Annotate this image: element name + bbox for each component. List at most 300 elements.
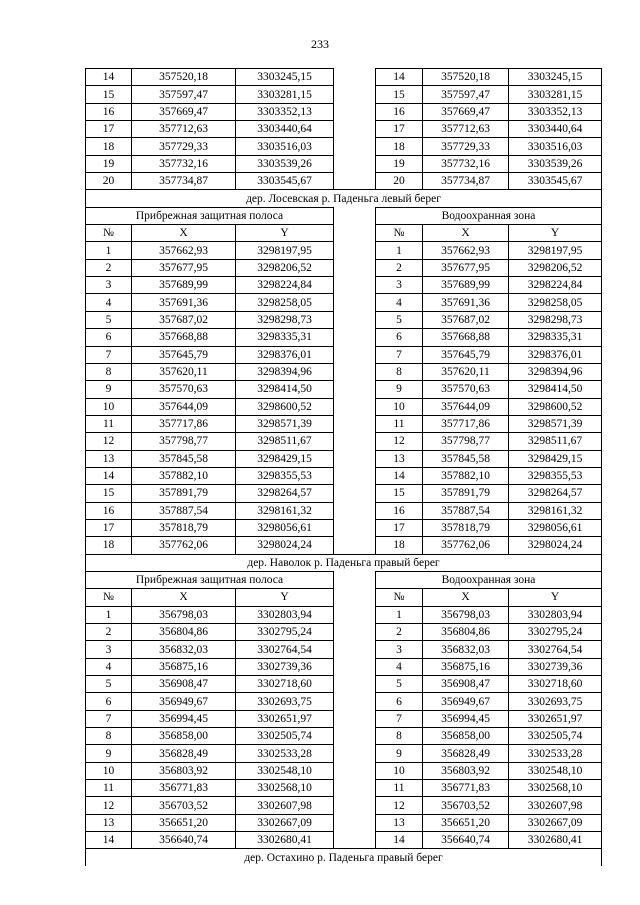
section-title-row	[86, 190, 602, 207]
cell-left-y: 3298298,73	[236, 311, 334, 328]
cell-left-num: 2	[86, 624, 132, 641]
cell-left-x: 357691,36	[132, 294, 236, 311]
cell-left-num: 6	[86, 329, 132, 346]
header-right-x: X	[423, 589, 509, 606]
cell-right-x: 356804,86	[423, 624, 509, 641]
cell-right-y: 3303545,67	[509, 173, 602, 190]
cell-right-x: 356949,67	[423, 693, 509, 710]
section-title: дер. Остахино р. Паденьга правый берег	[86, 849, 602, 866]
cell-right-y: 3303245,15	[509, 69, 602, 86]
column-gap	[334, 433, 376, 450]
header-left-num: №	[86, 589, 132, 606]
cell-right-y: 3302505,74	[509, 728, 602, 745]
cell-left-y: 3302505,74	[236, 728, 334, 745]
table-row	[86, 814, 602, 831]
cell-right-y: 3303352,13	[509, 103, 602, 120]
table-row	[86, 624, 602, 641]
column-gap	[334, 780, 376, 797]
cell-left-x: 357798,77	[132, 433, 236, 450]
cell-right-y: 3298206,52	[509, 259, 602, 276]
page-number: 233	[311, 37, 329, 51]
cell-left-num: 10	[86, 398, 132, 415]
table-row	[86, 728, 602, 745]
cell-right-y: 3302533,28	[509, 745, 602, 762]
cell-right-num: 10	[376, 398, 423, 415]
cell-left-num: 20	[86, 173, 132, 190]
column-gap	[334, 363, 376, 380]
cell-right-x: 357762,06	[423, 537, 509, 554]
column-gap	[334, 814, 376, 831]
cell-left-x: 356908,47	[132, 676, 236, 693]
left-subtitle: Прибрежная защитная полоса	[86, 207, 334, 224]
cell-right-y: 3298429,15	[509, 450, 602, 467]
cell-left-y: 3302718,60	[236, 676, 334, 693]
cell-left-y: 3302568,10	[236, 780, 334, 797]
cell-left-x: 357882,10	[132, 467, 236, 484]
cell-left-x: 357887,54	[132, 502, 236, 519]
cell-right-num: 17	[376, 519, 423, 536]
cell-right-x: 356994,45	[423, 710, 509, 727]
cell-left-y: 3302548,10	[236, 762, 334, 779]
table-row	[86, 277, 602, 294]
cell-left-y: 3298024,24	[236, 537, 334, 554]
cell-left-x: 356858,00	[132, 728, 236, 745]
cell-right-num: 8	[376, 728, 423, 745]
cell-left-x: 356994,45	[132, 710, 236, 727]
column-gap	[334, 415, 376, 432]
cell-right-num: 2	[376, 259, 423, 276]
cell-right-y: 3298414,50	[509, 381, 602, 398]
cell-left-num: 6	[86, 693, 132, 710]
cell-right-y: 3298298,73	[509, 311, 602, 328]
column-gap	[334, 155, 376, 172]
table-row	[86, 641, 602, 658]
cell-right-x: 357717,86	[423, 415, 509, 432]
cell-left-y: 3298376,01	[236, 346, 334, 363]
cell-left-x: 356875,16	[132, 658, 236, 675]
cell-left-x: 357729,33	[132, 138, 236, 155]
cell-right-y: 3302568,10	[509, 780, 602, 797]
coordinates-table-body	[86, 69, 602, 866]
cell-right-x: 357644,09	[423, 398, 509, 415]
cell-right-num: 12	[376, 797, 423, 814]
table-row	[86, 363, 602, 380]
cell-right-num: 6	[376, 329, 423, 346]
cell-right-y: 3302718,60	[509, 676, 602, 693]
cell-right-num: 1	[376, 242, 423, 259]
cell-left-y: 3302739,36	[236, 658, 334, 675]
column-gap	[334, 225, 376, 242]
cell-left-num: 5	[86, 676, 132, 693]
cell-left-num: 8	[86, 728, 132, 745]
cell-right-num: 18	[376, 537, 423, 554]
right-subtitle: Водоохранная зона	[376, 571, 602, 588]
cell-left-x: 357891,79	[132, 485, 236, 502]
column-gap	[334, 329, 376, 346]
cell-left-y: 3302651,97	[236, 710, 334, 727]
cell-left-y: 3298335,31	[236, 329, 334, 346]
cell-left-x: 356651,20	[132, 814, 236, 831]
cell-left-y: 3298414,50	[236, 381, 334, 398]
cell-left-x: 357644,09	[132, 398, 236, 415]
cell-left-num: 16	[86, 103, 132, 120]
table-row	[86, 537, 602, 554]
cell-right-y: 3303539,26	[509, 155, 602, 172]
cell-right-num: 16	[376, 103, 423, 120]
section-title: дер. Наволок р. Паденьга правый берег	[86, 554, 602, 571]
cell-right-y: 3298376,01	[509, 346, 602, 363]
cell-right-y: 3298056,61	[509, 519, 602, 536]
section-title-row	[86, 849, 602, 866]
cell-right-y: 3302795,24	[509, 624, 602, 641]
table-row	[86, 346, 602, 363]
cell-left-x: 357732,16	[132, 155, 236, 172]
cell-right-y: 3298355,53	[509, 467, 602, 484]
header-right-y: Y	[509, 225, 602, 242]
header-left-x: X	[132, 225, 236, 242]
cell-left-x: 357677,95	[132, 259, 236, 276]
table-row	[86, 398, 602, 415]
cell-right-x: 357887,54	[423, 502, 509, 519]
cell-right-num: 16	[376, 502, 423, 519]
cell-right-x: 357891,79	[423, 485, 509, 502]
cell-right-num: 1	[376, 606, 423, 623]
table-row	[86, 745, 602, 762]
table-row	[86, 797, 602, 814]
cell-right-y: 3298224,84	[509, 277, 602, 294]
cell-left-x: 357818,79	[132, 519, 236, 536]
cell-left-num: 9	[86, 745, 132, 762]
cell-right-y: 3298600,52	[509, 398, 602, 415]
cell-right-x: 356640,74	[423, 832, 509, 849]
cell-right-y: 3302693,75	[509, 693, 602, 710]
cell-left-y: 3298511,67	[236, 433, 334, 450]
cell-left-num: 8	[86, 363, 132, 380]
cell-left-num: 12	[86, 797, 132, 814]
cell-left-y: 3303281,15	[236, 86, 334, 103]
cell-right-num: 9	[376, 745, 423, 762]
column-gap	[334, 398, 376, 415]
cell-left-y: 3298394,96	[236, 363, 334, 380]
cell-right-y: 3298258,05	[509, 294, 602, 311]
cell-right-x: 357669,47	[423, 103, 509, 120]
cell-right-x: 356858,00	[423, 728, 509, 745]
cell-right-num: 14	[376, 467, 423, 484]
column-gap	[334, 571, 376, 588]
cell-left-y: 3302680,41	[236, 832, 334, 849]
cell-left-x: 356828,49	[132, 745, 236, 762]
cell-left-y: 3302667,09	[236, 814, 334, 831]
cell-left-y: 3302693,75	[236, 693, 334, 710]
table-row	[86, 103, 602, 120]
cell-left-num: 18	[86, 537, 132, 554]
cell-left-y: 3298206,52	[236, 259, 334, 276]
cell-right-num: 14	[376, 832, 423, 849]
column-gap	[334, 381, 376, 398]
column-gap	[334, 346, 376, 363]
cell-right-y: 3298511,67	[509, 433, 602, 450]
cell-right-y: 3298394,96	[509, 363, 602, 380]
cell-left-num: 12	[86, 433, 132, 450]
cell-right-x: 357845,58	[423, 450, 509, 467]
cell-right-y: 3298335,31	[509, 329, 602, 346]
cell-right-y: 3302607,98	[509, 797, 602, 814]
cell-left-y: 3302803,94	[236, 606, 334, 623]
cell-left-num: 14	[86, 69, 132, 86]
cell-right-num: 13	[376, 814, 423, 831]
cell-left-num: 5	[86, 311, 132, 328]
cell-left-y: 3298355,53	[236, 467, 334, 484]
column-gap	[334, 710, 376, 727]
cell-right-num: 17	[376, 121, 423, 138]
cell-left-x: 357687,02	[132, 311, 236, 328]
cell-right-num: 15	[376, 485, 423, 502]
cell-left-num: 2	[86, 259, 132, 276]
column-gap	[334, 641, 376, 658]
cell-left-num: 15	[86, 86, 132, 103]
cell-right-y: 3302680,41	[509, 832, 602, 849]
cell-left-x: 357668,88	[132, 329, 236, 346]
cell-left-x: 357762,06	[132, 537, 236, 554]
header-row	[86, 225, 602, 242]
header-right-num: №	[376, 589, 423, 606]
table-row	[86, 138, 602, 155]
cell-right-y: 3303281,15	[509, 86, 602, 103]
table-row	[86, 762, 602, 779]
cell-left-x: 356949,67	[132, 693, 236, 710]
cell-right-num: 4	[376, 658, 423, 675]
header-left-y: Y	[236, 225, 334, 242]
column-gap	[334, 121, 376, 138]
cell-left-x: 356832,03	[132, 641, 236, 658]
cell-left-num: 7	[86, 346, 132, 363]
cell-right-x: 356703,52	[423, 797, 509, 814]
cell-left-num: 13	[86, 814, 132, 831]
cell-left-num: 14	[86, 832, 132, 849]
cell-left-num: 9	[86, 381, 132, 398]
cell-right-y: 3298571,39	[509, 415, 602, 432]
column-gap	[334, 658, 376, 675]
column-gap	[334, 138, 376, 155]
cell-right-num: 20	[376, 173, 423, 190]
section-title-row	[86, 554, 602, 571]
column-gap	[334, 519, 376, 536]
column-gap	[334, 450, 376, 467]
cell-left-x: 357570,63	[132, 381, 236, 398]
cell-left-num: 17	[86, 121, 132, 138]
cell-left-num: 4	[86, 658, 132, 675]
cell-right-x: 356908,47	[423, 676, 509, 693]
cell-right-num: 11	[376, 780, 423, 797]
cell-left-num: 1	[86, 242, 132, 259]
cell-right-num: 4	[376, 294, 423, 311]
column-gap	[334, 728, 376, 745]
cell-left-num: 16	[86, 502, 132, 519]
column-gap	[334, 797, 376, 814]
cell-left-x: 357662,93	[132, 242, 236, 259]
cell-left-x: 356804,86	[132, 624, 236, 641]
cell-left-y: 3302607,98	[236, 797, 334, 814]
table-row	[86, 450, 602, 467]
cell-left-x: 356798,03	[132, 606, 236, 623]
cell-right-num: 8	[376, 363, 423, 380]
cell-right-num: 3	[376, 641, 423, 658]
cell-left-num: 3	[86, 641, 132, 658]
cell-left-y: 3303539,26	[236, 155, 334, 172]
cell-right-y: 3298024,24	[509, 537, 602, 554]
table-row	[86, 780, 602, 797]
cell-right-y: 3298161,32	[509, 502, 602, 519]
table-row	[86, 433, 602, 450]
cell-left-y: 3303545,67	[236, 173, 334, 190]
table-row	[86, 311, 602, 328]
table-row	[86, 173, 602, 190]
column-gap	[334, 242, 376, 259]
cell-right-y: 3302764,54	[509, 641, 602, 658]
cell-left-num: 11	[86, 780, 132, 797]
cell-right-x: 357691,36	[423, 294, 509, 311]
cell-right-x: 357689,99	[423, 277, 509, 294]
table-row	[86, 86, 602, 103]
section-title: дер. Лосевская р. Паденьга левый берег	[86, 190, 602, 207]
cell-right-num: 10	[376, 762, 423, 779]
table-row	[86, 658, 602, 675]
cell-left-y: 3302764,54	[236, 641, 334, 658]
cell-right-y: 3302803,94	[509, 606, 602, 623]
table-row	[86, 155, 602, 172]
cell-right-x: 357597,47	[423, 86, 509, 103]
cell-left-num: 11	[86, 415, 132, 432]
cell-left-x: 357689,99	[132, 277, 236, 294]
cell-right-x: 357620,11	[423, 363, 509, 380]
header-row	[86, 589, 602, 606]
cell-left-x: 356703,52	[132, 797, 236, 814]
header-right-num: №	[376, 225, 423, 242]
cell-left-x: 357645,79	[132, 346, 236, 363]
cell-right-num: 5	[376, 676, 423, 693]
column-gap	[334, 259, 376, 276]
cell-left-x: 356771,83	[132, 780, 236, 797]
cell-left-x: 356803,92	[132, 762, 236, 779]
cell-left-num: 4	[86, 294, 132, 311]
table-row	[86, 294, 602, 311]
cell-right-x: 357712,63	[423, 121, 509, 138]
cell-right-y: 3302548,10	[509, 762, 602, 779]
cell-left-x: 357734,87	[132, 173, 236, 190]
column-gap	[334, 606, 376, 623]
cell-right-x: 357570,63	[423, 381, 509, 398]
cell-right-x: 357818,79	[423, 519, 509, 536]
column-gap	[334, 762, 376, 779]
column-gap	[334, 745, 376, 762]
cell-right-x: 356875,16	[423, 658, 509, 675]
column-gap	[334, 693, 376, 710]
table-row	[86, 502, 602, 519]
cell-left-num: 10	[86, 762, 132, 779]
cell-right-num: 2	[376, 624, 423, 641]
cell-right-x: 357798,77	[423, 433, 509, 450]
table-row	[86, 121, 602, 138]
header-left-x: X	[132, 589, 236, 606]
cell-left-num: 17	[86, 519, 132, 536]
cell-right-y: 3303440,64	[509, 121, 602, 138]
column-gap	[334, 311, 376, 328]
table-row	[86, 381, 602, 398]
cell-right-x: 356832,03	[423, 641, 509, 658]
column-gap	[334, 277, 376, 294]
cell-left-x: 356640,74	[132, 832, 236, 849]
cell-left-y: 3303440,64	[236, 121, 334, 138]
cell-right-num: 14	[376, 69, 423, 86]
header-left-num: №	[86, 225, 132, 242]
column-gap	[334, 294, 376, 311]
cell-left-y: 3298056,61	[236, 519, 334, 536]
section-subtitle-row	[86, 207, 602, 224]
cell-right-num: 5	[376, 311, 423, 328]
cell-left-y: 3302533,28	[236, 745, 334, 762]
cell-right-y: 3298264,57	[509, 485, 602, 502]
cell-right-y: 3302651,97	[509, 710, 602, 727]
cell-right-x: 357520,18	[423, 69, 509, 86]
table-row	[86, 832, 602, 849]
cell-left-y: 3303352,13	[236, 103, 334, 120]
cell-right-num: 12	[376, 433, 423, 450]
cell-right-x: 357677,95	[423, 259, 509, 276]
column-gap	[334, 173, 376, 190]
cell-right-x: 356651,20	[423, 814, 509, 831]
cell-right-num: 18	[376, 138, 423, 155]
cell-right-x: 357882,10	[423, 467, 509, 484]
cell-right-x: 357734,87	[423, 173, 509, 190]
cell-left-y: 3298161,32	[236, 502, 334, 519]
cell-left-num: 14	[86, 467, 132, 484]
cell-left-num: 7	[86, 710, 132, 727]
table-row	[86, 710, 602, 727]
cell-left-y: 3298264,57	[236, 485, 334, 502]
cell-right-x: 356828,49	[423, 745, 509, 762]
cell-right-num: 6	[376, 693, 423, 710]
cell-left-x: 357712,63	[132, 121, 236, 138]
coordinates-table	[85, 68, 602, 866]
column-gap	[334, 69, 376, 86]
header-right-x: X	[423, 225, 509, 242]
cell-left-y: 3298600,52	[236, 398, 334, 415]
cell-right-x: 357662,93	[423, 242, 509, 259]
cell-right-y: 3302667,09	[509, 814, 602, 831]
column-gap	[334, 485, 376, 502]
column-gap	[334, 624, 376, 641]
cell-left-x: 357520,18	[132, 69, 236, 86]
table-row	[86, 467, 602, 484]
cell-right-num: 3	[376, 277, 423, 294]
cell-left-x: 357717,86	[132, 415, 236, 432]
cell-left-num: 13	[86, 450, 132, 467]
cell-left-num: 18	[86, 138, 132, 155]
cell-right-x: 357732,16	[423, 155, 509, 172]
table-row	[86, 242, 602, 259]
cell-right-num: 7	[376, 710, 423, 727]
table-row	[86, 259, 602, 276]
cell-right-x: 356798,03	[423, 606, 509, 623]
cell-left-y: 3298224,84	[236, 277, 334, 294]
column-gap	[334, 502, 376, 519]
cell-right-num: 11	[376, 415, 423, 432]
column-gap	[334, 86, 376, 103]
table-row	[86, 415, 602, 432]
table-row	[86, 69, 602, 86]
cell-right-num: 19	[376, 155, 423, 172]
cell-right-num: 13	[376, 450, 423, 467]
